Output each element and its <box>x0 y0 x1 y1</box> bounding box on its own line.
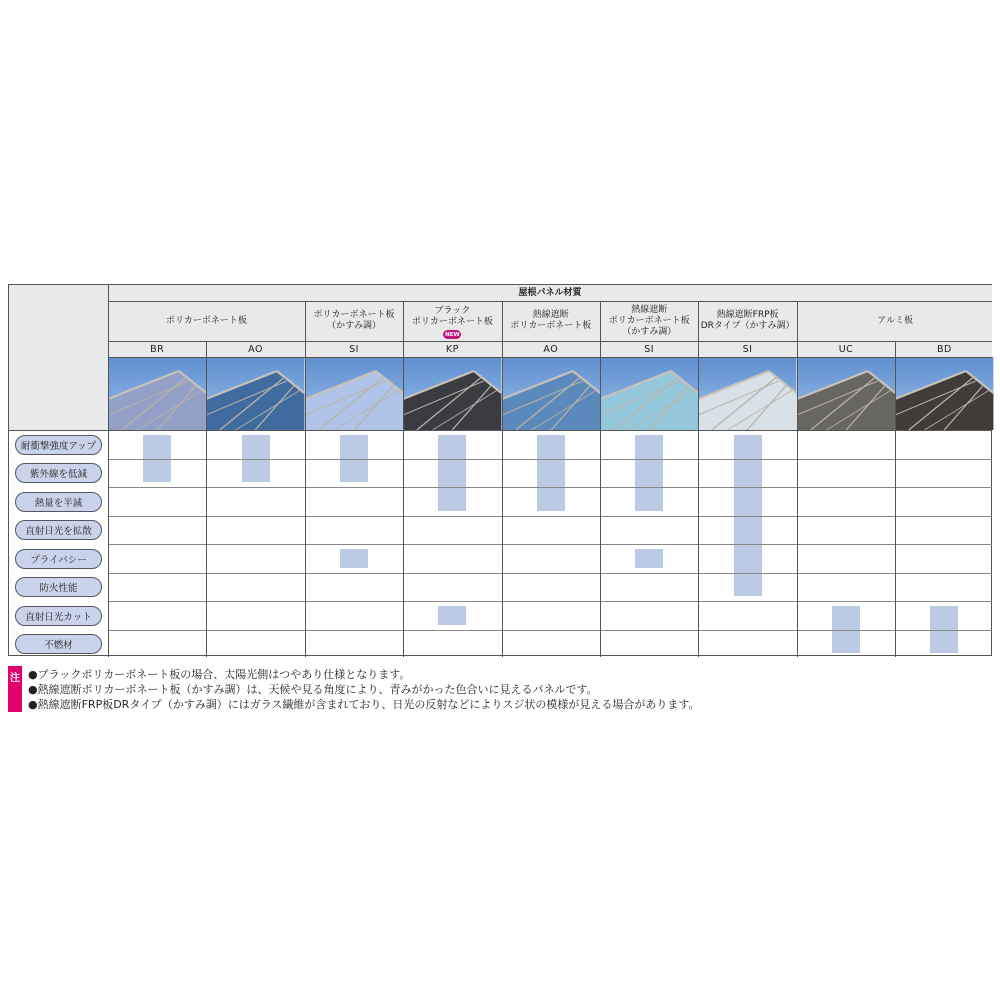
grid-line <box>9 430 992 431</box>
new-badge: NEW <box>445 331 460 338</box>
material-header: ブラック ポリカーボネート板 <box>411 306 493 327</box>
panel-photo <box>797 357 895 430</box>
panel-code: AO <box>543 343 559 355</box>
grid-line <box>108 516 992 517</box>
panel-code: SI <box>644 343 655 355</box>
grid-line <box>108 601 992 602</box>
roof-panel-image <box>600 357 698 430</box>
grid-line <box>698 341 699 657</box>
panel-photo <box>206 357 304 430</box>
feature-label: 直射日光カット <box>15 606 102 626</box>
grid-line <box>108 459 992 460</box>
grid-line <box>206 341 207 657</box>
panel-photo <box>698 357 796 430</box>
grid-line <box>305 341 306 657</box>
grid-line <box>108 630 992 631</box>
material-header: 熱線遮断 ポリカーボネート板 （かすみ調） <box>608 304 690 337</box>
roof-panel-image <box>403 357 501 430</box>
material-header: ポリカーボネート板 <box>165 315 247 326</box>
corner-cell <box>9 285 108 430</box>
feature-indicator-bar <box>537 435 565 511</box>
panel-code: BR <box>150 343 165 355</box>
panel-photo <box>600 357 698 430</box>
material-header: アルミ板 <box>877 315 914 326</box>
feature-indicator-bar <box>635 549 663 568</box>
grid-line <box>600 341 601 657</box>
grid-line <box>797 341 798 657</box>
roof-panel-image <box>305 357 403 430</box>
roof-panel-image <box>797 357 895 430</box>
grid-line <box>108 573 992 574</box>
grid-line <box>108 544 992 545</box>
feature-label: 紫外線を低減 <box>15 463 102 483</box>
feature-label: プライバシー <box>15 549 102 569</box>
grid-line <box>108 301 992 302</box>
grid-line <box>108 357 992 358</box>
grid-line <box>108 341 992 342</box>
grid-line <box>502 341 503 657</box>
panel-photo <box>108 357 206 430</box>
material-header: 熱線遮断FRP板 DRタイプ（かすみ調） <box>700 310 795 331</box>
roof-panel-comparison-table <box>8 284 992 656</box>
panel-code: SI <box>742 343 753 355</box>
panel-code: SI <box>349 343 359 355</box>
material-header: ポリカーボネート板 （かすみ調） <box>313 310 395 331</box>
grid-line <box>108 487 992 488</box>
feature-label: 不燃材 <box>15 634 102 654</box>
panel-photo <box>895 357 993 430</box>
panel-code: KP <box>445 343 459 355</box>
notes-section <box>8 666 808 712</box>
roof-panel-image <box>698 357 796 430</box>
feature-indicator-bar <box>635 435 663 511</box>
roof-panel-image <box>895 357 993 430</box>
grid-line <box>403 341 404 657</box>
feature-indicator-bar <box>340 549 368 568</box>
panel-code: BD <box>936 343 952 355</box>
grid-line <box>108 285 109 657</box>
panel-code: UC <box>838 343 854 355</box>
panel-photo <box>502 357 600 430</box>
feature-indicator-bar <box>438 606 466 625</box>
roof-panel-image <box>108 357 206 430</box>
feature-label: 熱量を半減 <box>15 492 102 512</box>
feature-label: 防火性能 <box>15 577 102 597</box>
group-title: 屋根パネル材質 <box>518 287 582 298</box>
note-line: ●ブラックポリカーボネート板の場合、太陽光側はつやあり仕様となります。 <box>28 668 411 681</box>
feature-label: 耐衝撃強度アップ <box>15 435 102 455</box>
material-header: 熱線遮断 ポリカーボネート板 <box>510 310 592 331</box>
grid-line <box>895 341 896 657</box>
roof-panel-image <box>206 357 304 430</box>
note-line: ●熱線遮断ポリカーボネート板（かすみ調）は、天候や見る角度により、青みがかった色合いに見えるパネルです。 <box>28 683 598 696</box>
note-line: ●熱線遮断FRP板DRタイプ（かすみ調）にはガラス繊維が含まれており、日光の反射などによりスジ状の模様が見える場合があります。 <box>28 698 700 711</box>
feature-label: 直射日光を拡散 <box>15 520 102 540</box>
roof-panel-image <box>502 357 600 430</box>
feature-indicator-bar <box>438 435 466 511</box>
panel-photo <box>403 357 501 430</box>
note-tag: 注 <box>8 666 22 712</box>
panel-code: AO <box>248 343 263 355</box>
panel-photo <box>305 357 403 430</box>
